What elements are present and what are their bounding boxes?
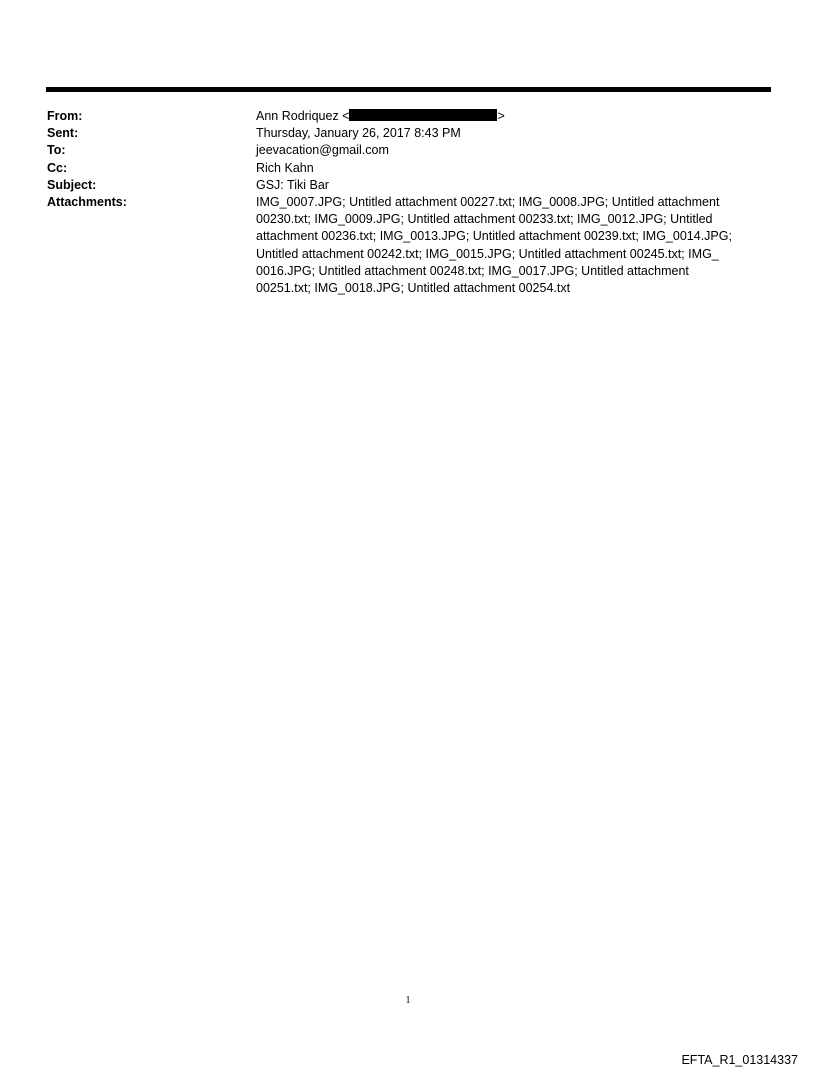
- bates-number: EFTA_R1_01314337: [681, 1053, 798, 1067]
- sent-value: Thursday, January 26, 2017 8:43 PM: [256, 126, 461, 141]
- attachments-line: attachment 00236.txt; IMG_0013.JPG; Untitled attachment 00239.txt; IMG_0014.JPG;: [256, 229, 732, 244]
- cc-label: Cc:: [47, 160, 68, 175]
- from-suffix: >: [497, 109, 505, 123]
- email-header: [47, 108, 767, 297]
- to-value: jeevacation@gmail.com: [256, 143, 389, 158]
- from-row: [47, 108, 767, 125]
- attachments-line: IMG_0007.JPG; Untitled attachment 00227.txt; IMG_0008.JPG; Untitled attachment: [256, 195, 720, 210]
- subject-value: GSJ: Tiki Bar: [256, 177, 329, 192]
- subject-row: [47, 177, 767, 194]
- from-sender-name: Ann Rodriquez <: [256, 109, 350, 123]
- sent-row: [47, 125, 767, 142]
- attachments-line: 0016.JPG; Untitled attachment 00248.txt; IMG_0017.JPG; Untitled attachment: [256, 263, 689, 278]
- to-row: [47, 142, 767, 159]
- sent-label: Sent:: [47, 126, 79, 141]
- cc-value: Rich Kahn: [256, 160, 314, 175]
- attachments-line: 00230.txt; IMG_0009.JPG; Untitled attachment 00233.txt; IMG_0012.JPG; Untitled: [256, 212, 713, 227]
- attachments-value: [256, 194, 767, 297]
- attachments-line: Untitled attachment 00242.txt; IMG_0015.JPG; Untitled attachment 00245.txt; IMG_: [256, 246, 719, 261]
- attachments-line: 00251.txt; IMG_0018.JPG; Untitled attachment 00254.txt: [256, 281, 571, 296]
- attachments-row: [47, 194, 767, 297]
- from-label: From:: [47, 109, 83, 123]
- cc-row: [47, 160, 767, 177]
- attachments-label: Attachments:: [47, 195, 127, 210]
- subject-label: Subject:: [47, 177, 97, 192]
- from-value: [256, 108, 767, 125]
- page-number: 1: [405, 995, 411, 1006]
- to-label: To:: [47, 143, 66, 158]
- header-divider-rule: [46, 87, 771, 92]
- redaction-box: [349, 109, 497, 121]
